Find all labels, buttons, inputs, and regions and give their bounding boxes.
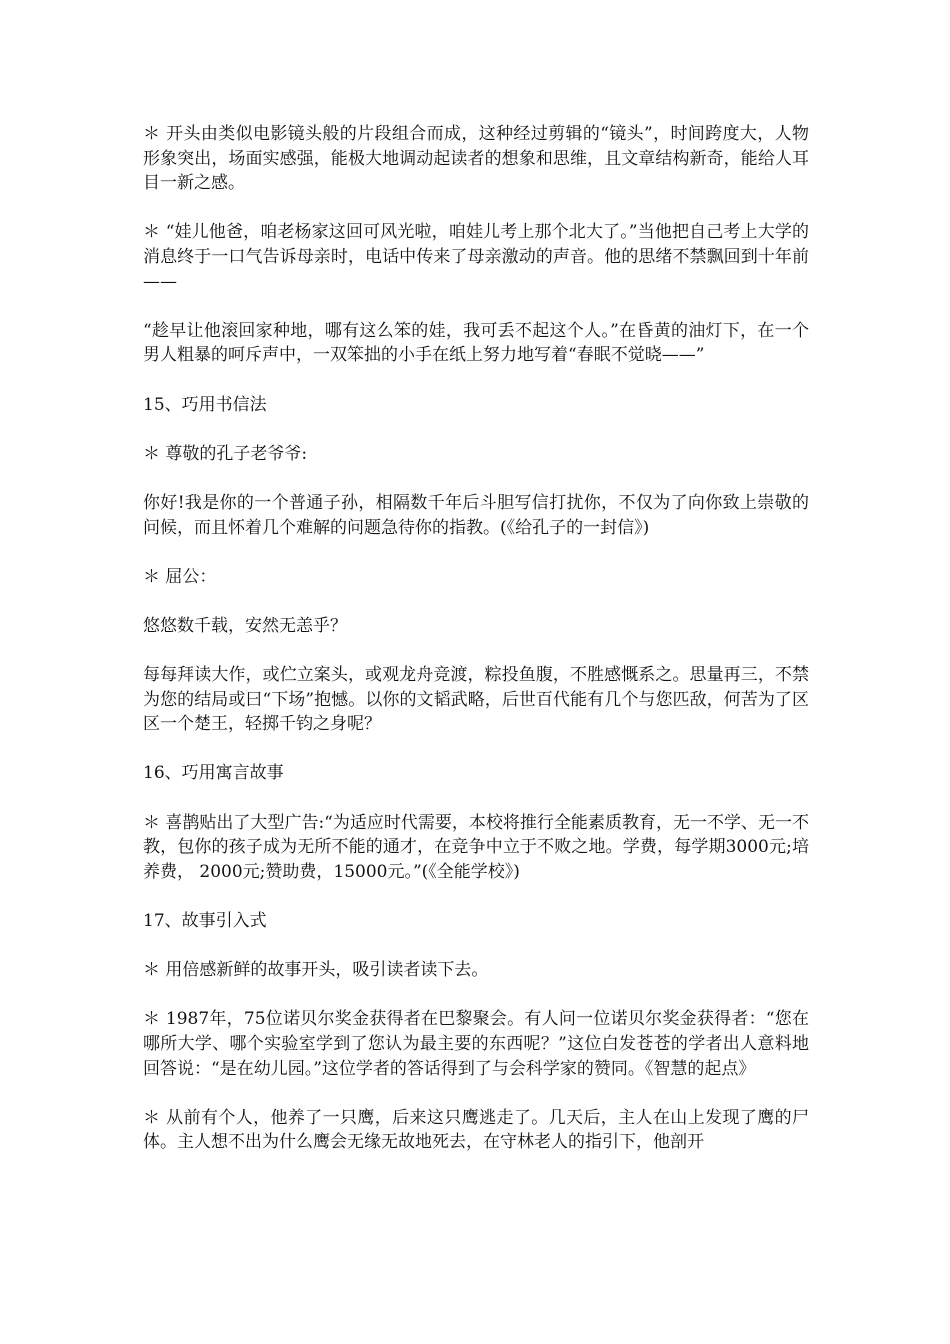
paragraph-letter-salutation-qu: ＊ 屈公： — [143, 566, 217, 587]
paragraph-magpie-fable: ＊ 喜鹊贴出了大型广告:“为适应时代需要，本校将推行全能素质教育，无一不学、无一不教，包你的孩子成为无所不能的通才，在竞争中立于不败之地。学费，每学期3000元;培养费， 2000元;赞助费，15000元。”(《全能学校》) — [143, 812, 809, 882]
paragraph-letter-to-qu: 每每拜读大作，或伫立案头，或观龙舟竞渡，粽投鱼腹，不胜感慨系之。思量再三，不禁为您的结局或曰“下场”抱憾。以你的文韬武略，后世百代能有几个与您匹敌，何苦为了区区一个楚王，轻掷千钧之身呢？ — [143, 665, 809, 735]
paragraph-eagle-story: ＊ 从前有个人，他养了一只鹰，后来这只鹰逃走了。几天后，主人在山上发现了鹰的尸体。主人想不出为什么鹰会无缘无故地死去，在守林老人的指引下，他剖开 — [143, 1107, 809, 1153]
paragraph-nobel-story: ＊ 1987年，75位诺贝尔奖金获得者在巴黎聚会。有人问一位诺贝尔奖金获得者：“您在哪所大学、哪个实验室学到了您认为最主要的东西呢？”这位白发苍苍的学者出人意料地回答说：“是在幼儿园。”这位学者的答话得到了与会科学家的赞同。《智慧的起点》 — [143, 1009, 809, 1079]
paragraph-greeting-qu: 悠悠数千载，安然无恙乎？ — [143, 615, 347, 636]
paragraph-letter-salutation-confucius: ＊ 尊敬的孔子老爷爷: — [143, 443, 308, 464]
paragraph-oil-lamp: “趁早让他滚回家种地，哪有这么笨的娃，我可丢不起这个人。”在昏黄的油灯下，在一个男人粗暴的呵斥声中，一双笨拙的小手在纸上努力地写着“春眠不觉晓——” — [143, 320, 809, 366]
document-body — [143, 122, 809, 1180]
paragraph-mother-call: ＊ “娃儿他爸，咱老杨家这回可风光啦，咱娃儿考上那个北大了。”当他把自己考上大学的消息终于一口气告诉母亲时，电话中传来了母亲激动的声音。他的思绪不禁飘回到十年前—— — [143, 222, 809, 292]
paragraph-letter-to-confucius: 你好!我是你的一个普通子孙，相隔数千年后斗胆写信打扰你，不仅为了向你致上崇敬的问候，而且怀着几个难解的问题急待你的指教。(《给孔子的一封信》) — [143, 492, 809, 538]
paragraph-montage-opening: ＊ 开头由类似电影镜头般的片段组合而成，这种经过剪辑的“镜头”，时间跨度大，人物形象突出，场面实感强，能极大地调动起读者的想象和思维，且文章结构新奇，能给人耳目一新之感。 — [143, 124, 809, 194]
section-heading-15: 15、巧用书信法 — [143, 394, 267, 415]
section-heading-16: 16、巧用寓言故事 — [143, 763, 284, 784]
paragraph-story-intro: ＊ 用倍感新鲜的故事开头，吸引读者读下去。 — [143, 960, 489, 981]
section-heading-17: 17、故事引入式 — [143, 911, 267, 931]
